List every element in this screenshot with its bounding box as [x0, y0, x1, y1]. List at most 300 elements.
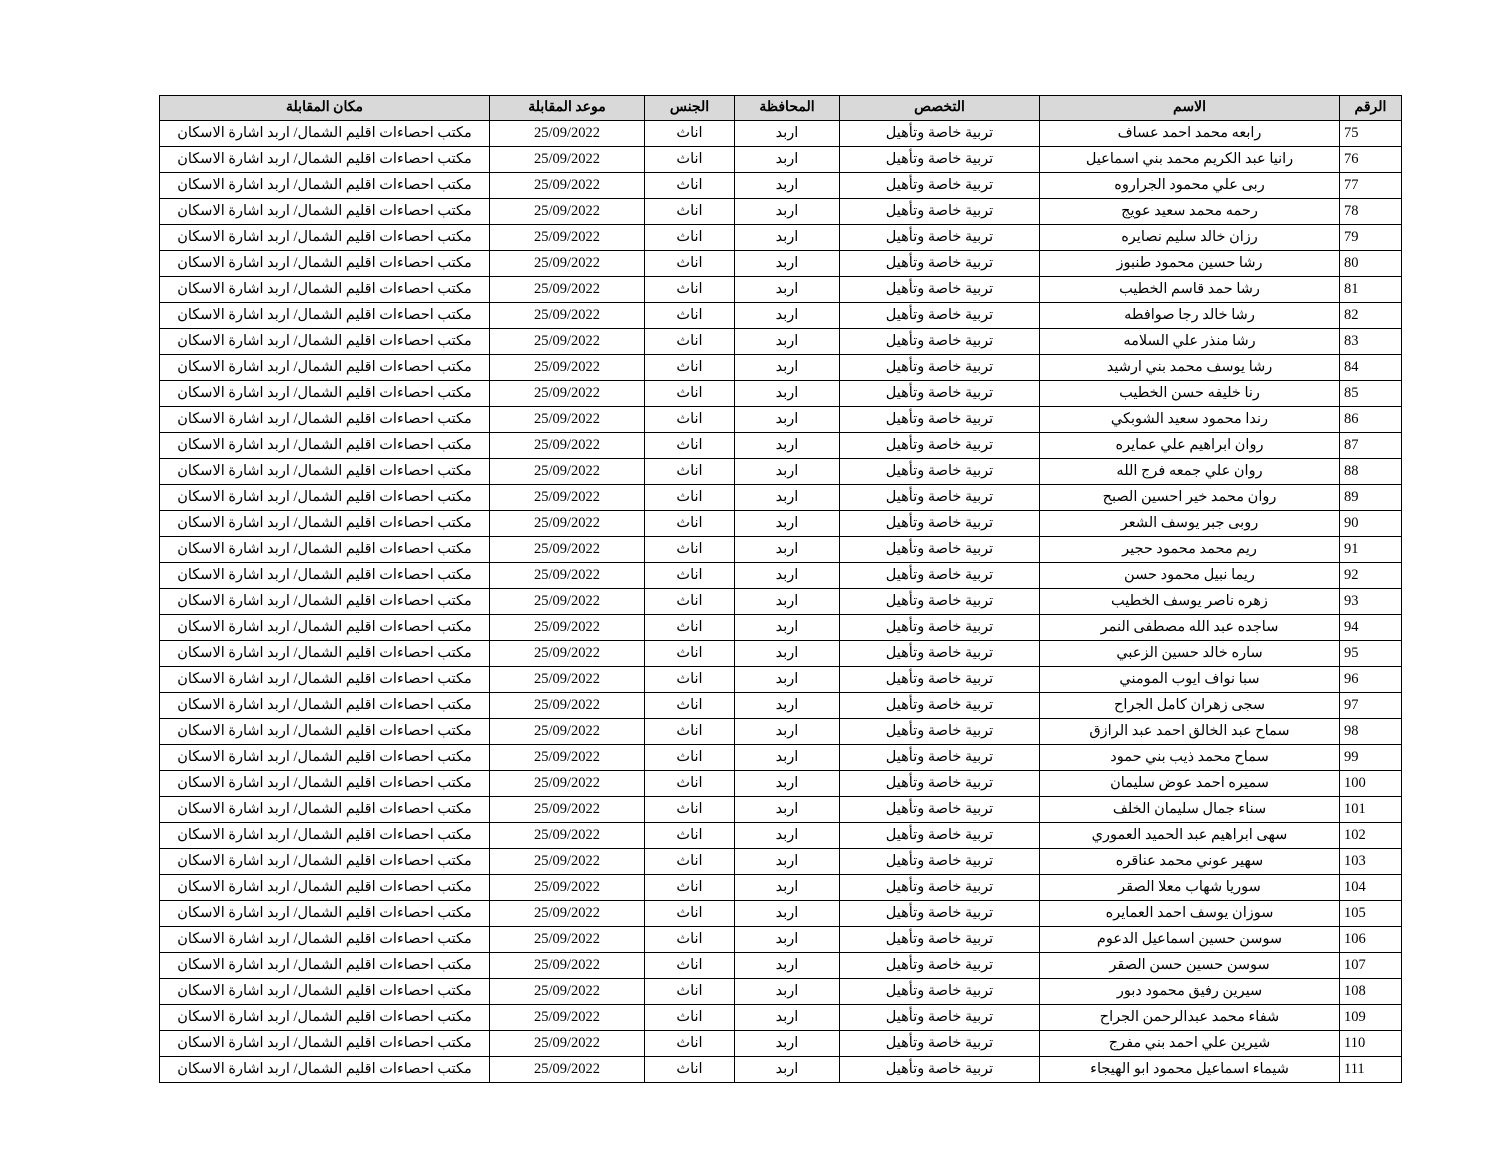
cell-number: 100	[1340, 771, 1402, 797]
cell-specialty: تربية خاصة وتأهيل	[840, 927, 1040, 953]
cell-number: 106	[1340, 927, 1402, 953]
cell-specialty: تربية خاصة وتأهيل	[840, 901, 1040, 927]
cell-gender: اناث	[645, 667, 735, 693]
cell-interview-place: مكتب احصاءات اقليم الشمال/ اربد اشارة الاسكان	[160, 589, 490, 615]
cell-interview-place: مكتب احصاءات اقليم الشمال/ اربد اشارة الاسكان	[160, 823, 490, 849]
cell-gender: اناث	[645, 641, 735, 667]
cell-gender: اناث	[645, 355, 735, 381]
cell-interview-date: 25/09/2022	[490, 641, 645, 667]
cell-gender: اناث	[645, 329, 735, 355]
cell-name: رشا يوسف محمد بني ارشيد	[1040, 355, 1340, 381]
cell-name: رنا خليفه حسن الخطيب	[1040, 381, 1340, 407]
table-row	[160, 1031, 1402, 1057]
table-row	[160, 901, 1402, 927]
cell-name: رانيا عبد الكريم محمد بني اسماعيل	[1040, 147, 1340, 173]
cell-interview-date: 25/09/2022	[490, 667, 645, 693]
table-row	[160, 589, 1402, 615]
cell-governorate: اربد	[735, 719, 840, 745]
cell-specialty: تربية خاصة وتأهيل	[840, 407, 1040, 433]
table-row	[160, 121, 1402, 147]
cell-interview-place: مكتب احصاءات اقليم الشمال/ اربد اشارة الاسكان	[160, 199, 490, 225]
table-row	[160, 407, 1402, 433]
cell-name: رشا حسين محمود طنبوز	[1040, 251, 1340, 277]
cell-number: 95	[1340, 641, 1402, 667]
cell-governorate: اربد	[735, 849, 840, 875]
cell-interview-place: مكتب احصاءات اقليم الشمال/ اربد اشارة الاسكان	[160, 329, 490, 355]
cell-interview-date: 25/09/2022	[490, 329, 645, 355]
cell-number: 94	[1340, 615, 1402, 641]
cell-gender: اناث	[645, 511, 735, 537]
cell-specialty: تربية خاصة وتأهيل	[840, 953, 1040, 979]
cell-name: رشا حمد قاسم الخطيب	[1040, 277, 1340, 303]
table-row	[160, 875, 1402, 901]
cell-number: 78	[1340, 199, 1402, 225]
cell-number: 102	[1340, 823, 1402, 849]
cell-name: سناء جمال سليمان الخلف	[1040, 797, 1340, 823]
cell-governorate: اربد	[735, 1057, 840, 1083]
cell-gender: اناث	[645, 771, 735, 797]
cell-interview-date: 25/09/2022	[490, 407, 645, 433]
cell-governorate: اربد	[735, 199, 840, 225]
cell-name: رابعه محمد احمد عساف	[1040, 121, 1340, 147]
cell-interview-place: مكتب احصاءات اقليم الشمال/ اربد اشارة الاسكان	[160, 355, 490, 381]
cell-interview-place: مكتب احصاءات اقليم الشمال/ اربد اشارة الاسكان	[160, 875, 490, 901]
cell-number: 76	[1340, 147, 1402, 173]
table-row	[160, 277, 1402, 303]
cell-interview-date: 25/09/2022	[490, 277, 645, 303]
cell-governorate: اربد	[735, 407, 840, 433]
cell-specialty: تربية خاصة وتأهيل	[840, 537, 1040, 563]
cell-gender: اناث	[645, 147, 735, 173]
cell-number: 99	[1340, 745, 1402, 771]
cell-name: روان علي جمعه فرج الله	[1040, 459, 1340, 485]
cell-number: 89	[1340, 485, 1402, 511]
cell-governorate: اربد	[735, 797, 840, 823]
cell-interview-place: مكتب احصاءات اقليم الشمال/ اربد اشارة الاسكان	[160, 485, 490, 511]
cell-name: رشا منذر علي السلامه	[1040, 329, 1340, 355]
table-row	[160, 459, 1402, 485]
cell-specialty: تربية خاصة وتأهيل	[840, 225, 1040, 251]
cell-name: سماح محمد ذيب بني حمود	[1040, 745, 1340, 771]
cell-gender: اناث	[645, 407, 735, 433]
cell-gender: اناث	[645, 251, 735, 277]
cell-governorate: اربد	[735, 459, 840, 485]
cell-interview-date: 25/09/2022	[490, 719, 645, 745]
cell-interview-date: 25/09/2022	[490, 251, 645, 277]
cell-gender: اناث	[645, 563, 735, 589]
table-row	[160, 771, 1402, 797]
table-row	[160, 537, 1402, 563]
cell-governorate: اربد	[735, 329, 840, 355]
cell-number: 96	[1340, 667, 1402, 693]
cell-gender: اناث	[645, 745, 735, 771]
cell-interview-place: مكتب احصاءات اقليم الشمال/ اربد اشارة الاسكان	[160, 1057, 490, 1083]
cell-specialty: تربية خاصة وتأهيل	[840, 329, 1040, 355]
cell-number: 98	[1340, 719, 1402, 745]
table-row	[160, 1005, 1402, 1031]
cell-governorate: اربد	[735, 771, 840, 797]
cell-specialty: تربية خاصة وتأهيل	[840, 719, 1040, 745]
cell-interview-date: 25/09/2022	[490, 459, 645, 485]
cell-interview-place: مكتب احصاءات اقليم الشمال/ اربد اشارة الاسكان	[160, 433, 490, 459]
cell-specialty: تربية خاصة وتأهيل	[840, 875, 1040, 901]
cell-governorate: اربد	[735, 953, 840, 979]
cell-number: 110	[1340, 1031, 1402, 1057]
cell-interview-place: مكتب احصاءات اقليم الشمال/ اربد اشارة الاسكان	[160, 927, 490, 953]
cell-interview-place: مكتب احصاءات اقليم الشمال/ اربد اشارة الاسكان	[160, 1031, 490, 1057]
cell-gender: اناث	[645, 381, 735, 407]
table-row	[160, 485, 1402, 511]
table-row	[160, 927, 1402, 953]
cell-specialty: تربية خاصة وتأهيل	[840, 355, 1040, 381]
table-header-row	[160, 96, 1402, 121]
table-row	[160, 1057, 1402, 1083]
cell-specialty: تربية خاصة وتأهيل	[840, 277, 1040, 303]
cell-governorate: اربد	[735, 1005, 840, 1031]
table-row	[160, 381, 1402, 407]
cell-gender: اناث	[645, 173, 735, 199]
cell-name: سوسن حسين اسماعيل الدعوم	[1040, 927, 1340, 953]
cell-interview-date: 25/09/2022	[490, 901, 645, 927]
cell-gender: اناث	[645, 849, 735, 875]
cell-interview-date: 25/09/2022	[490, 225, 645, 251]
cell-specialty: تربية خاصة وتأهيل	[840, 641, 1040, 667]
table-row	[160, 147, 1402, 173]
cell-specialty: تربية خاصة وتأهيل	[840, 1005, 1040, 1031]
cell-specialty: تربية خاصة وتأهيل	[840, 173, 1040, 199]
cell-governorate: اربد	[735, 875, 840, 901]
cell-governorate: اربد	[735, 121, 840, 147]
cell-number: 85	[1340, 381, 1402, 407]
cell-number: 81	[1340, 277, 1402, 303]
candidates-table	[159, 95, 1402, 1083]
cell-specialty: تربية خاصة وتأهيل	[840, 251, 1040, 277]
cell-interview-place: مكتب احصاءات اقليم الشمال/ اربد اشارة الاسكان	[160, 381, 490, 407]
cell-number: 83	[1340, 329, 1402, 355]
column-header-number: الرقم	[1340, 96, 1402, 121]
cell-number: 90	[1340, 511, 1402, 537]
cell-name: زهره ناصر يوسف الخطيب	[1040, 589, 1340, 615]
table-row	[160, 745, 1402, 771]
cell-gender: اناث	[645, 979, 735, 1005]
cell-governorate: اربد	[735, 927, 840, 953]
cell-interview-date: 25/09/2022	[490, 485, 645, 511]
cell-interview-date: 25/09/2022	[490, 381, 645, 407]
cell-name: روان محمد خير احسين الصبح	[1040, 485, 1340, 511]
column-header-name: الاسم	[1040, 96, 1340, 121]
table-body	[160, 121, 1402, 1083]
cell-name: سماح عبد الخالق احمد عبد الرازق	[1040, 719, 1340, 745]
cell-interview-date: 25/09/2022	[490, 823, 645, 849]
cell-gender: اناث	[645, 1031, 735, 1057]
table-row	[160, 329, 1402, 355]
cell-interview-date: 25/09/2022	[490, 303, 645, 329]
cell-interview-place: مكتب احصاءات اقليم الشمال/ اربد اشارة الاسكان	[160, 563, 490, 589]
cell-gender: اناث	[645, 875, 735, 901]
cell-interview-place: مكتب احصاءات اقليم الشمال/ اربد اشارة الاسكان	[160, 745, 490, 771]
cell-specialty: تربية خاصة وتأهيل	[840, 563, 1040, 589]
table-row	[160, 251, 1402, 277]
cell-specialty: تربية خاصة وتأهيل	[840, 199, 1040, 225]
table-row	[160, 719, 1402, 745]
cell-governorate: اربد	[735, 745, 840, 771]
cell-name: سوزان يوسف احمد العمايره	[1040, 901, 1340, 927]
cell-name: شيرين علي احمد بني مفرج	[1040, 1031, 1340, 1057]
cell-gender: اناث	[645, 797, 735, 823]
column-header-interview-place: مكان المقابلة	[160, 96, 490, 121]
cell-name: ريم محمد محمود حجير	[1040, 537, 1340, 563]
cell-governorate: اربد	[735, 485, 840, 511]
table-row	[160, 563, 1402, 589]
cell-specialty: تربية خاصة وتأهيل	[840, 667, 1040, 693]
table-row	[160, 953, 1402, 979]
cell-interview-date: 25/09/2022	[490, 1057, 645, 1083]
cell-gender: اناث	[645, 823, 735, 849]
table-header	[160, 96, 1402, 121]
cell-interview-date: 25/09/2022	[490, 121, 645, 147]
cell-gender: اناث	[645, 615, 735, 641]
cell-interview-place: مكتب احصاءات اقليم الشمال/ اربد اشارة الاسكان	[160, 121, 490, 147]
cell-governorate: اربد	[735, 537, 840, 563]
cell-number: 105	[1340, 901, 1402, 927]
cell-number: 82	[1340, 303, 1402, 329]
cell-interview-place: مكتب احصاءات اقليم الشمال/ اربد اشارة الاسكان	[160, 771, 490, 797]
cell-governorate: اربد	[735, 147, 840, 173]
cell-governorate: اربد	[735, 173, 840, 199]
cell-governorate: اربد	[735, 667, 840, 693]
cell-interview-place: مكتب احصاءات اقليم الشمال/ اربد اشارة الاسكان	[160, 537, 490, 563]
cell-interview-place: مكتب احصاءات اقليم الشمال/ اربد اشارة الاسكان	[160, 251, 490, 277]
cell-interview-date: 25/09/2022	[490, 1005, 645, 1031]
cell-name: سميره احمد عوض سليمان	[1040, 771, 1340, 797]
cell-interview-place: مكتب احصاءات اقليم الشمال/ اربد اشارة الاسكان	[160, 407, 490, 433]
cell-interview-date: 25/09/2022	[490, 875, 645, 901]
cell-name: سهير عوني محمد عناقره	[1040, 849, 1340, 875]
cell-gender: اناث	[645, 459, 735, 485]
table-row	[160, 199, 1402, 225]
cell-interview-place: مكتب احصاءات اقليم الشمال/ اربد اشارة الاسكان	[160, 511, 490, 537]
cell-gender: اناث	[645, 901, 735, 927]
cell-interview-date: 25/09/2022	[490, 199, 645, 225]
cell-specialty: تربية خاصة وتأهيل	[840, 147, 1040, 173]
cell-gender: اناث	[645, 719, 735, 745]
table-row	[160, 823, 1402, 849]
column-header-gender: الجنس	[645, 96, 735, 121]
cell-interview-date: 25/09/2022	[490, 745, 645, 771]
cell-name: ربى علي محمود الجراروه	[1040, 173, 1340, 199]
cell-interview-place: مكتب احصاءات اقليم الشمال/ اربد اشارة الاسكان	[160, 641, 490, 667]
cell-interview-date: 25/09/2022	[490, 589, 645, 615]
cell-specialty: تربية خاصة وتأهيل	[840, 381, 1040, 407]
cell-interview-date: 25/09/2022	[490, 173, 645, 199]
table-row	[160, 303, 1402, 329]
table-row	[160, 667, 1402, 693]
cell-specialty: تربية خاصة وتأهيل	[840, 433, 1040, 459]
cell-interview-place: مكتب احصاءات اقليم الشمال/ اربد اشارة الاسكان	[160, 303, 490, 329]
table-row	[160, 355, 1402, 381]
cell-governorate: اربد	[735, 251, 840, 277]
cell-specialty: تربية خاصة وتأهيل	[840, 797, 1040, 823]
cell-name: سهى ابراهيم عبد الحميد العموري	[1040, 823, 1340, 849]
cell-number: 87	[1340, 433, 1402, 459]
cell-interview-place: مكتب احصاءات اقليم الشمال/ اربد اشارة الاسكان	[160, 979, 490, 1005]
cell-interview-place: مكتب احصاءات اقليم الشمال/ اربد اشارة الاسكان	[160, 667, 490, 693]
cell-interview-place: مكتب احصاءات اقليم الشمال/ اربد اشارة الاسكان	[160, 459, 490, 485]
cell-specialty: تربية خاصة وتأهيل	[840, 589, 1040, 615]
cell-name: رزان خالد سليم نصايره	[1040, 225, 1340, 251]
cell-interview-place: مكتب احصاءات اقليم الشمال/ اربد اشارة الاسكان	[160, 797, 490, 823]
cell-specialty: تربية خاصة وتأهيل	[840, 459, 1040, 485]
column-header-specialty: التخصص	[840, 96, 1040, 121]
cell-gender: اناث	[645, 225, 735, 251]
cell-gender: اناث	[645, 277, 735, 303]
cell-name: رندا محمود سعيد الشوبكي	[1040, 407, 1340, 433]
cell-gender: اناث	[645, 303, 735, 329]
cell-number: 109	[1340, 1005, 1402, 1031]
cell-number: 77	[1340, 173, 1402, 199]
cell-interview-place: مكتب احصاءات اقليم الشمال/ اربد اشارة الاسكان	[160, 225, 490, 251]
table-row	[160, 797, 1402, 823]
cell-number: 86	[1340, 407, 1402, 433]
cell-interview-date: 25/09/2022	[490, 355, 645, 381]
cell-governorate: اربد	[735, 277, 840, 303]
table-row	[160, 641, 1402, 667]
cell-number: 84	[1340, 355, 1402, 381]
cell-gender: اناث	[645, 589, 735, 615]
cell-name: ساره خالد حسين الزعبي	[1040, 641, 1340, 667]
table-row	[160, 225, 1402, 251]
cell-name: شيماء اسماعيل محمود ابو الهيجاء	[1040, 1057, 1340, 1083]
cell-interview-place: مكتب احصاءات اقليم الشمال/ اربد اشارة الاسكان	[160, 147, 490, 173]
cell-governorate: اربد	[735, 615, 840, 641]
cell-number: 103	[1340, 849, 1402, 875]
cell-name: رحمه محمد سعيد عويج	[1040, 199, 1340, 225]
cell-gender: اناث	[645, 199, 735, 225]
cell-interview-date: 25/09/2022	[490, 563, 645, 589]
cell-number: 97	[1340, 693, 1402, 719]
cell-number: 104	[1340, 875, 1402, 901]
cell-gender: اناث	[645, 537, 735, 563]
cell-specialty: تربية خاصة وتأهيل	[840, 979, 1040, 1005]
cell-number: 107	[1340, 953, 1402, 979]
cell-interview-date: 25/09/2022	[490, 433, 645, 459]
cell-specialty: تربية خاصة وتأهيل	[840, 693, 1040, 719]
cell-gender: اناث	[645, 1005, 735, 1031]
cell-number: 80	[1340, 251, 1402, 277]
cell-governorate: اربد	[735, 693, 840, 719]
cell-interview-date: 25/09/2022	[490, 797, 645, 823]
cell-specialty: تربية خاصة وتأهيل	[840, 615, 1040, 641]
cell-governorate: اربد	[735, 1031, 840, 1057]
cell-gender: اناث	[645, 927, 735, 953]
cell-gender: اناث	[645, 121, 735, 147]
cell-governorate: اربد	[735, 303, 840, 329]
cell-specialty: تربية خاصة وتأهيل	[840, 303, 1040, 329]
cell-governorate: اربد	[735, 433, 840, 459]
cell-interview-date: 25/09/2022	[490, 615, 645, 641]
cell-governorate: اربد	[735, 589, 840, 615]
cell-specialty: تربية خاصة وتأهيل	[840, 511, 1040, 537]
cell-gender: اناث	[645, 953, 735, 979]
cell-name: سوريا شهاب معلا الصقر	[1040, 875, 1340, 901]
cell-gender: اناث	[645, 693, 735, 719]
cell-name: سوسن حسين حسن الصقر	[1040, 953, 1340, 979]
cell-name: ساجده عبد الله مصطفى النمر	[1040, 615, 1340, 641]
cell-governorate: اربد	[735, 979, 840, 1005]
cell-governorate: اربد	[735, 823, 840, 849]
cell-governorate: اربد	[735, 355, 840, 381]
cell-number: 92	[1340, 563, 1402, 589]
cell-name: سجى زهران كامل الجراح	[1040, 693, 1340, 719]
cell-name: رشا خالد رجا صوافطه	[1040, 303, 1340, 329]
cell-specialty: تربية خاصة وتأهيل	[840, 849, 1040, 875]
cell-number: 75	[1340, 121, 1402, 147]
cell-interview-place: مكتب احصاءات اقليم الشمال/ اربد اشارة الاسكان	[160, 615, 490, 641]
cell-number: 101	[1340, 797, 1402, 823]
cell-interview-date: 25/09/2022	[490, 927, 645, 953]
cell-governorate: اربد	[735, 511, 840, 537]
cell-name: سبا نواف ايوب المومني	[1040, 667, 1340, 693]
table-row	[160, 511, 1402, 537]
cell-name: روبى جبر يوسف الشعر	[1040, 511, 1340, 537]
cell-number: 93	[1340, 589, 1402, 615]
cell-gender: اناث	[645, 485, 735, 511]
cell-number: 88	[1340, 459, 1402, 485]
column-header-governorate: المحافظة	[735, 96, 840, 121]
cell-specialty: تربية خاصة وتأهيل	[840, 1057, 1040, 1083]
cell-number: 111	[1340, 1057, 1402, 1083]
table-row	[160, 615, 1402, 641]
cell-interview-date: 25/09/2022	[490, 849, 645, 875]
cell-specialty: تربية خاصة وتأهيل	[840, 745, 1040, 771]
cell-gender: اناث	[645, 433, 735, 459]
cell-interview-date: 25/09/2022	[490, 979, 645, 1005]
table-row	[160, 979, 1402, 1005]
cell-interview-date: 25/09/2022	[490, 693, 645, 719]
cell-interview-place: مكتب احصاءات اقليم الشمال/ اربد اشارة الاسكان	[160, 1005, 490, 1031]
candidates-table-container	[160, 95, 1402, 1083]
cell-number: 79	[1340, 225, 1402, 251]
cell-governorate: اربد	[735, 225, 840, 251]
cell-interview-date: 25/09/2022	[490, 147, 645, 173]
cell-specialty: تربية خاصة وتأهيل	[840, 1031, 1040, 1057]
cell-specialty: تربية خاصة وتأهيل	[840, 771, 1040, 797]
table-row	[160, 849, 1402, 875]
cell-interview-place: مكتب احصاءات اقليم الشمال/ اربد اشارة الاسكان	[160, 277, 490, 303]
table-row	[160, 173, 1402, 199]
cell-interview-date: 25/09/2022	[490, 511, 645, 537]
cell-interview-date: 25/09/2022	[490, 537, 645, 563]
cell-name: سيرين رفيق محمود دبور	[1040, 979, 1340, 1005]
cell-interview-place: مكتب احصاءات اقليم الشمال/ اربد اشارة الاسكان	[160, 901, 490, 927]
cell-name: ريما نبيل محمود حسن	[1040, 563, 1340, 589]
cell-interview-place: مكتب احصاءات اقليم الشمال/ اربد اشارة الاسكان	[160, 173, 490, 199]
table-row	[160, 433, 1402, 459]
cell-governorate: اربد	[735, 641, 840, 667]
cell-gender: اناث	[645, 1057, 735, 1083]
cell-name: روان ابراهيم علي عمايره	[1040, 433, 1340, 459]
cell-specialty: تربية خاصة وتأهيل	[840, 121, 1040, 147]
cell-specialty: تربية خاصة وتأهيل	[840, 823, 1040, 849]
cell-interview-place: مكتب احصاءات اقليم الشمال/ اربد اشارة الاسكان	[160, 693, 490, 719]
cell-interview-date: 25/09/2022	[490, 771, 645, 797]
cell-number: 91	[1340, 537, 1402, 563]
cell-interview-date: 25/09/2022	[490, 1031, 645, 1057]
table-row	[160, 693, 1402, 719]
cell-governorate: اربد	[735, 563, 840, 589]
column-header-interview-date: موعد المقابلة	[490, 96, 645, 121]
cell-interview-place: مكتب احصاءات اقليم الشمال/ اربد اشارة الاسكان	[160, 849, 490, 875]
